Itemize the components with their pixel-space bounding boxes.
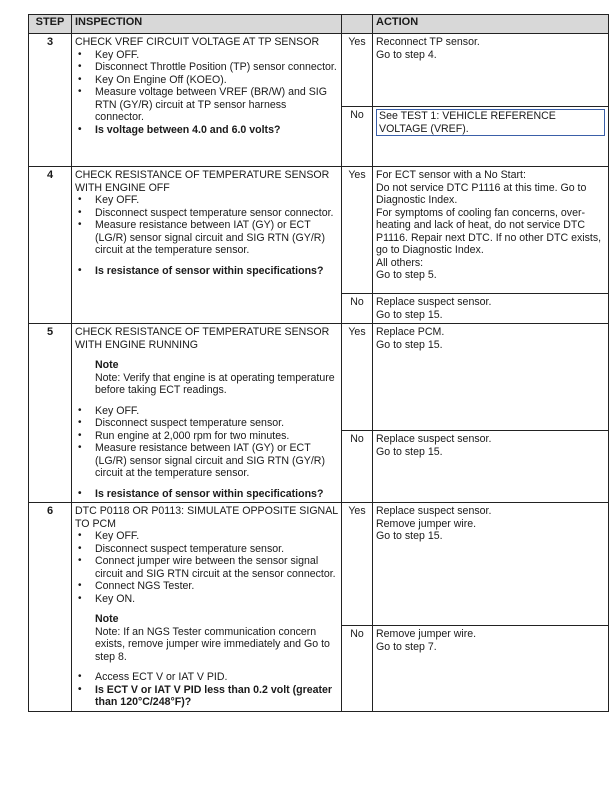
inspection-cell: [72, 324, 342, 503]
inspection-item: • Disconnect suspect temperature sensor.: [75, 417, 338, 430]
step-header: STEP: [29, 15, 72, 34]
yes-action: [373, 34, 609, 107]
action-line: Go to step 15.: [376, 338, 443, 351]
note-heading: Note: [95, 359, 119, 371]
test-reference-link[interactable]: See TEST 1: VEHICLE REFERENCE VOLTAGE (VREF).: [376, 109, 605, 136]
yes-action: [373, 167, 609, 294]
inspection-list: [75, 194, 338, 257]
inspection-item: • Key OFF.: [75, 405, 338, 418]
action-line: Remove jumper wire.: [376, 628, 477, 640]
action-line: Replace suspect sensor.: [376, 505, 492, 517]
step-number: 4: [29, 167, 72, 324]
yes-no-header: [342, 15, 373, 34]
inspection-item: • Key OFF.: [75, 49, 338, 62]
step-number: 3: [29, 34, 72, 167]
inspection-list: [75, 530, 338, 605]
diagnostic-table-page: [28, 14, 608, 787]
action-line: Go to step 7.: [376, 640, 437, 653]
inspection-list: [75, 488, 338, 501]
inspection-title: CHECK VREF CIRCUIT VOLTAGE AT TP SENSOR: [75, 36, 320, 48]
yes-label: Yes: [342, 34, 373, 107]
inspection-title: DTC P0118 OR P0113: SIMULATE OPPOSITE SIGNAL TO PCM: [75, 505, 338, 530]
inspection-title: CHECK RESISTANCE OF TEMPERATURE SENSOR WITH ENGINE RUNNING: [75, 326, 330, 351]
step-number: 6: [29, 503, 72, 712]
inspection-list: [75, 265, 338, 278]
inspection-item: • Disconnect suspect temperature sensor connector.: [75, 207, 338, 220]
no-action: [373, 626, 609, 712]
inspection-item: • Access ECT V or IAT V PID.: [75, 671, 338, 684]
inspection-question: • Is ECT V or IAT V PID less than 0.2 volt (greater than 120°C/248°F)?: [75, 684, 338, 709]
inspection-item: • Key OFF.: [75, 194, 338, 207]
inspection-item: • Measure resistance between IAT (GY) or ECT (LG/R) sensor signal circuit and SIG RTN (GY/R) circuit at the temperature sensor.: [75, 442, 338, 480]
action-line: All others:: [376, 256, 424, 269]
inspection-question: • Is resistance of sensor within specifications?: [75, 265, 338, 278]
note-block: [75, 359, 338, 397]
header-row: [29, 15, 609, 34]
yes-action: [373, 503, 609, 626]
action-line: Replace PCM.: [376, 326, 445, 338]
action-line: Reconnect TP sensor.: [376, 36, 480, 48]
yes-label: Yes: [342, 503, 373, 626]
inspection-item: • Measure voltage between VREF (BR/W) and SIG RTN (GY/R) circuit at TP sensor harness connector.: [75, 86, 338, 124]
inspection-title: CHECK RESISTANCE OF TEMPERATURE SENSOR WITH ENGINE OFF: [75, 169, 330, 194]
no-action: [373, 294, 609, 324]
action-line: Go to step 15.: [376, 530, 443, 542]
no-action: [373, 107, 609, 167]
note-text: Note: Verify that engine is at operating temperature before taking ECT readings.: [95, 371, 335, 396]
inspection-item: • Disconnect Throttle Position (TP) sensor connector.: [75, 61, 338, 74]
note-block: [75, 613, 338, 663]
inspection-cell: [72, 34, 342, 167]
inspection-item: • Key On Engine Off (KOEO).: [75, 74, 338, 87]
inspection-list: [75, 671, 338, 709]
inspection-item: • Connect jumper wire between the sensor signal circuit and SIG RTN circuit at the sensor connector.: [75, 555, 338, 580]
inspection-item: • Connect NGS Tester.: [75, 580, 338, 593]
inspection-header: INSPECTION: [72, 15, 342, 34]
inspection-item: • Key OFF.: [75, 530, 338, 543]
inspection-question: • Is voltage between 4.0 and 6.0 volts?: [75, 124, 338, 137]
no-label: No: [342, 294, 373, 324]
inspection-item: • Key ON.: [75, 593, 338, 606]
action-line: Go to step 4.: [376, 48, 437, 61]
inspection-list: [75, 405, 338, 480]
action-line: Replace suspect sensor.: [376, 296, 492, 308]
inspection-item: • Disconnect suspect temperature sensor.: [75, 543, 338, 556]
diagnostic-table: [28, 14, 609, 712]
step-4-yes-row: [29, 167, 609, 294]
step-5-yes-row: [29, 324, 609, 431]
note-heading: Note: [95, 613, 119, 625]
yes-label: Yes: [342, 324, 373, 431]
no-label: No: [342, 626, 373, 712]
no-label: No: [342, 431, 373, 503]
action-line: Replace suspect sensor.: [376, 433, 492, 445]
step-number: 5: [29, 324, 72, 503]
step-3-yes-row: [29, 34, 609, 107]
step-6-yes-row: [29, 503, 609, 626]
inspection-cell: [72, 167, 342, 324]
inspection-list: [75, 49, 338, 137]
note-text: Note: If an NGS Tester communication concern exists, remove jumper wire immediately and Go to step 8.: [95, 625, 330, 663]
yes-action: [373, 324, 609, 431]
action-header: ACTION: [373, 15, 609, 34]
action-line: For symptoms of cooling fan concerns, over-heating and lack of heat, do not service DTC P1116. Repair next DTC. If no other DTC exists, go to Diagnostic Index.: [376, 206, 602, 256]
inspection-item: • Measure resistance between IAT (GY) or ECT (LG/R) sensor signal circuit and SIG RTN (GY/R) circuit at the temperature sensor.: [75, 219, 338, 257]
action-line: Go to step 15.: [376, 445, 443, 458]
action-line: Remove jumper wire.: [376, 517, 477, 530]
inspection-cell: [72, 503, 342, 712]
no-action: [373, 431, 609, 503]
no-label: No: [342, 107, 373, 167]
inspection-item: • Run engine at 2,000 rpm for two minutes.: [75, 430, 338, 443]
action-line: Go to step 5.: [376, 269, 437, 281]
action-line: For ECT sensor with a No Start:: [376, 169, 526, 181]
action-line: Go to step 15.: [376, 308, 443, 321]
yes-label: Yes: [342, 167, 373, 294]
action-line: Do not service DTC P1116 at this time. Go to Diagnostic Index.: [376, 181, 587, 206]
inspection-question: • Is resistance of sensor within specifications?: [75, 488, 338, 501]
